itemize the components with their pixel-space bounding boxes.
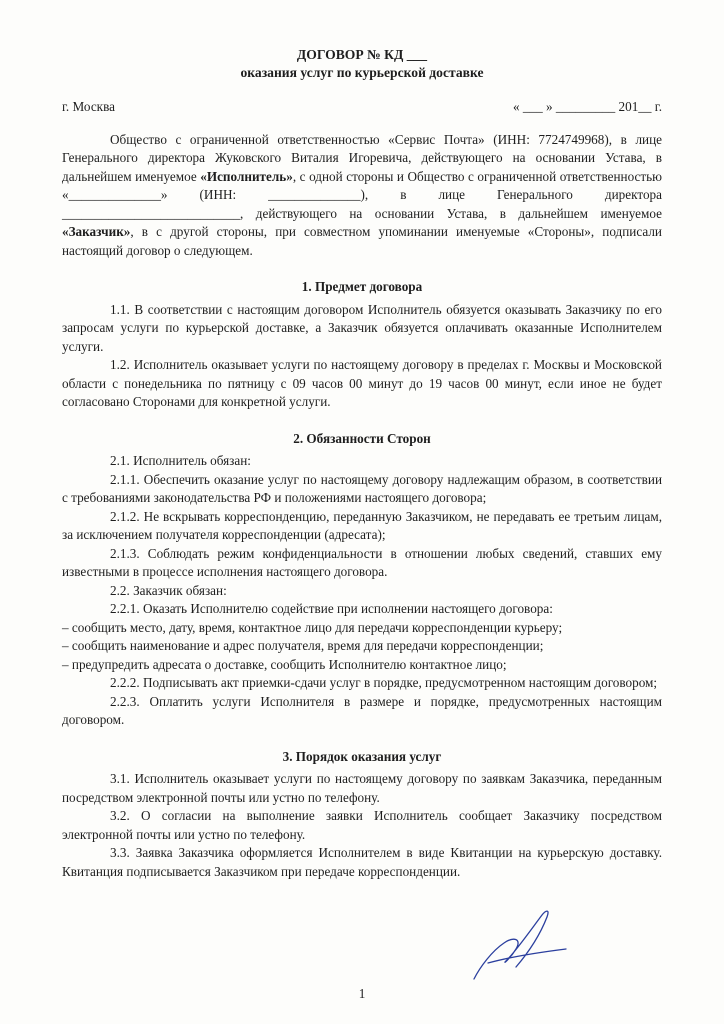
clause: 2.1.3. Соблюдать режим конфиденциальности в отношении любых сведений, ставших ему известными в процессе исполнения настоящего договора.	[62, 545, 662, 579]
clause: 2.2. Заказчик обязан:	[110, 582, 227, 598]
signature-mark	[470, 905, 570, 985]
document-title	[62, 46, 662, 82]
clause: 3.2. О согласии на выполнение заявки Исполнитель сообщает Заказчику посредством электронной почты или устно по телефону.	[62, 808, 662, 842]
place-date-row	[62, 98, 662, 117]
clause: 2.2.2. Подписывать акт приемки-сдачи услуг в порядке, предусмотренном настоящим договором;	[110, 675, 658, 690]
list-item: – сообщить наименование и адрес получателя, время для передачи корреспонденции;	[62, 638, 544, 653]
preamble-part-3: , в с другой стороны, при совместном упоминании именуемые «Стороны», подписали настоящий договор о следующем.	[62, 224, 662, 258]
title-line-2: оказания услуг по курьерской доставке	[240, 65, 484, 80]
list-item: – сообщить место, дату, время, контактное лицо для передачи корреспонденции курьеру;	[62, 619, 563, 635]
signature-stroke	[474, 911, 566, 979]
clause: 2.1.2. Не вскрывать корреспонденцию, переданную Заказчиком, не передавать ее третьим лицам, за исключением получателя корреспонденции (адресата);	[62, 508, 662, 542]
place: г. Москва	[62, 99, 115, 114]
contract-date: « ___ » _________ 201__ г.	[513, 99, 662, 114]
executor-term: «Исполнитель»	[200, 168, 293, 184]
customer-term: «Заказчик»	[62, 224, 131, 239]
page-number: 1	[358, 986, 366, 1001]
preamble	[62, 131, 662, 261]
preamble-part-1: Общество с ограниченной ответственностью «Сервис Почта» (ИНН: 7724749968), в лице Генерального директора Жуковского Виталия Игоревича, действующего на основании Устава, в дальнейшем именуемое	[62, 131, 662, 184]
clause: 1.2. Исполнитель оказывает услуги по настоящему договору в пределах г. Москвы и Московской области с понедельника по пятницу с 09 часов 00 минут до 19 часов 00 минут, если иное не будет согласовано Сторонами для конкретной услуги.	[62, 357, 662, 409]
preamble-part-2: , с одной стороны и Общество с ограниченной ответственностью «______________» (ИНН: ______________), в лице Генерального директора ___________________________, действующего на основании Устава, в дальнейшем именуемое	[62, 168, 662, 221]
section-heading: 1. Предмет договора	[301, 279, 423, 294]
list-item: – предупредить адресата о доставке, сообщить Исполнителю контактное лицо;	[62, 656, 507, 672]
clause: 2.2.1. Оказать Исполнителю содействие при исполнении настоящего договора:	[110, 601, 553, 616]
clause: 3.1. Исполнитель оказывает услуги по настоящему договору по заявкам Заказчика, переданным посредством электронной почты или устно по телефону.	[62, 771, 662, 805]
clause: 3.3. Заявка Заказчика оформляется Исполнителем в виде Квитанции на курьерскую доставку. Квитанция подписывается Заказчиком при передаче корреспонденции.	[62, 845, 662, 879]
clause: 2.1.1. Обеспечить оказание услуг по настоящему договору надлежащим образом, в соответствии с требованиями законодательства РФ и положениями настоящего договора;	[62, 471, 662, 505]
title-line-1: ДОГОВОР № КД ___	[296, 47, 428, 62]
clause: 1.1. В соответствии с настоящим договором Исполнитель обязуется оказывать Заказчику по его запросам услуги по курьерской доставке, а Заказчик обязуется оплачивать оказанные Исполнителем услуги.	[62, 301, 662, 354]
section-heading: 3. Порядок оказания услуг	[282, 748, 442, 764]
clause: 2.2.3. Оплатить услуги Исполнителя в размере и порядке, предусмотренных настоящим договором.	[62, 693, 662, 727]
section-heading: 2. Обязанности Сторон	[293, 430, 431, 446]
clause: 2.1. Исполнитель обязан:	[110, 453, 251, 468]
